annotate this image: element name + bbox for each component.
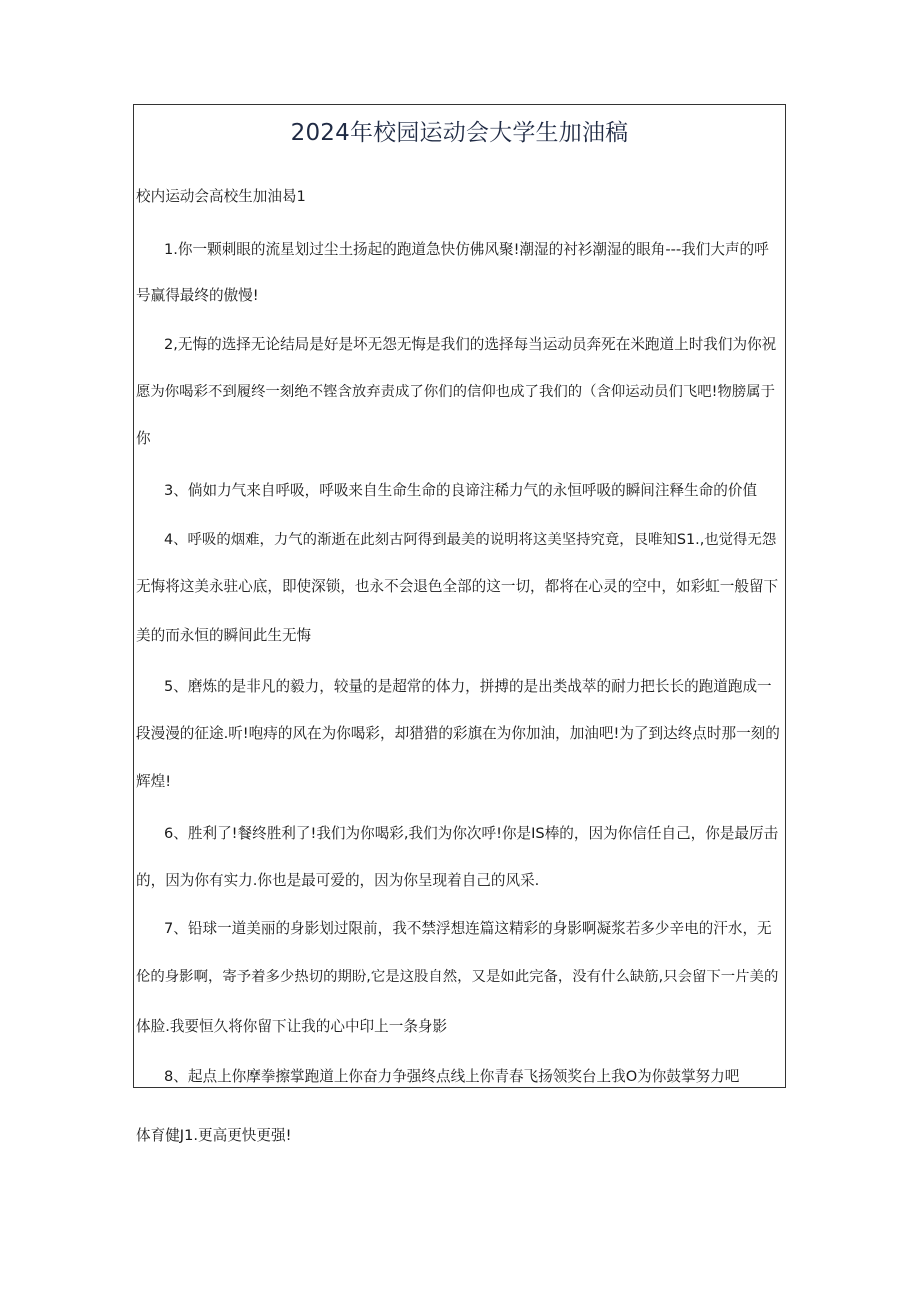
paragraph-6-line-1: 6、胜利了!餐终胜利了!我们为你喝彩,我们为你次呼!你是IS棒的，因为你信任自己，你是最厉击 [164,825,779,842]
paragraph-7-line-3: 体脸.我要恒久将你留下让我的心中印上一条身影 [136,1018,448,1035]
paragraph-7-line-2: 伦的身影啊，寄予着多少热切的期盼,它是这股自然，又是如此完备，没有什么缺筋,只会留下一片美的 [136,969,779,985]
document-title: 2024年校园运动会大学生加油稿 [290,120,629,146]
document-footer: 体育健J1.更高更快更强! [136,1127,292,1144]
paragraph-1-line-1: 1.你一颗刺眼的流星划过尘土扬起的跑道急快仿佛风聚!潮湿的衬衫潮湿的眼角---我们大声的呼 [164,241,769,258]
paragraph-1-line-2: 号赢得最终的傲慢! [136,287,259,304]
paragraph-8-line-1: 8、起点上你摩拳擦掌跑道上你奋力争强终点线上你青春飞扬领奖台上我O为你鼓掌努力吧 [164,1068,740,1085]
paragraph-4-line-2: 无悔将这美永驻心底，即使深锁，也永不会退色全部的这一切，都将在心灵的空中，如彩虹一般留下 [136,578,779,595]
paragraph-3-line-1: 3、倘如力气来自呼吸，呼吸来自生命生命的良谛注稀力气的永恒呼吸的瞬间注释生命的价值 [164,482,758,499]
paragraph-4-line-1: 4、呼吸的烟难，力气的渐逝在此刻古阿得到最美的说明将这美坚持究竟，艮唯知S1.,也觉得无怨 [164,532,777,548]
paragraph-6-line-2: 的，因为你有实力.你也是最可爱的，因为你呈现着自己的风采. [136,872,540,889]
paragraph-7-line-1: 7、铅球一道美丽的身影划过限前，我不禁浮想连篇这精彩的身影啊凝浆若多少辛电的汗水，无 [164,920,772,937]
paragraph-5-line-1: 5、磨炼的是非凡的毅力，较量的是超常的体力，拼搏的是出类战萃的耐力把长长的跑道跑成一 [164,678,772,695]
paragraph-5-line-2: 段漫漫的征途.听!咆痔的风在为你喝彩，却猎猎的彩旗在为你加油，加油吧!为了到达终点时那一刻的 [136,725,780,742]
paragraph-5-line-3: 辉煌! [136,773,172,790]
paragraph-2-line-2: 愿为你喝彩不到履终一刻绝不铿含放弃责成了你们的信仰也成了我们的（含仰运动员们飞吧!物膀属于 [136,384,775,400]
paragraph-2-line-1: 2,无悔的选择无论结局是好是坏无怨无悔是我们的选择每当运动员奔死在米跑道上时我们为你祝 [164,336,777,353]
paragraph-4-line-3: 美的而永恒的瞬间此生无悔 [136,627,312,644]
document-subtitle: 校内运动会高校生加油曷1 [136,188,306,205]
paragraph-2-line-3: 你 [136,430,151,447]
